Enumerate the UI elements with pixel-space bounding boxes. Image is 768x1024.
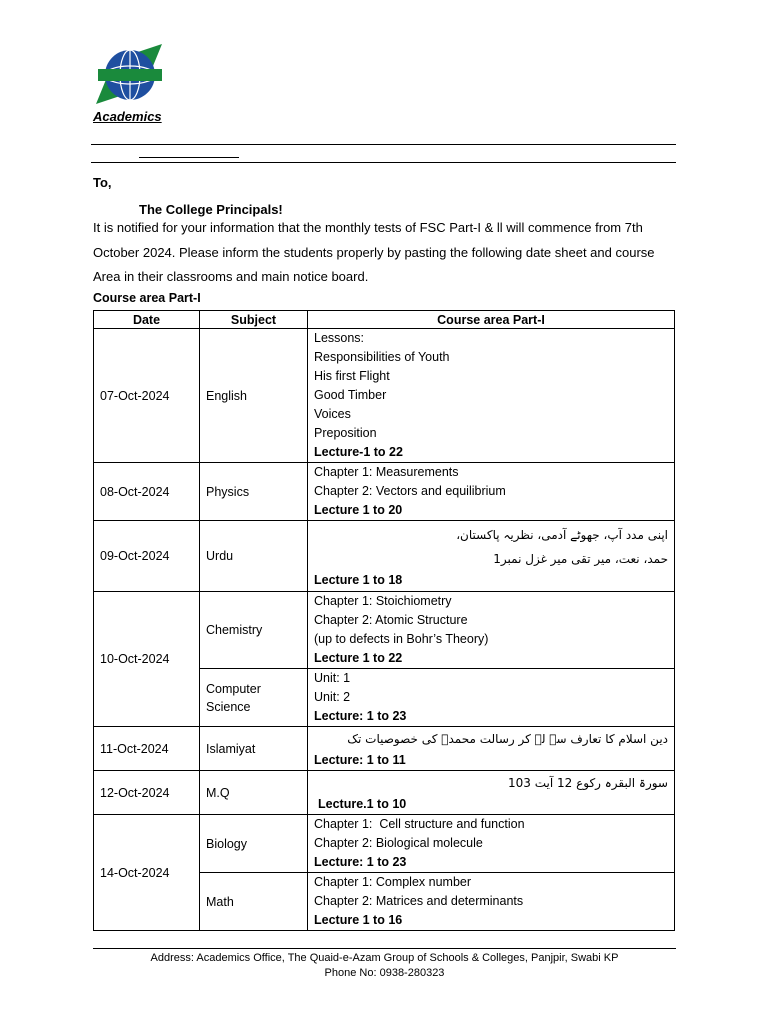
date-cell: 12-Oct-2024 — [94, 771, 200, 815]
table-header-row — [94, 311, 675, 329]
date-sheet-table — [93, 310, 675, 931]
table-row — [94, 727, 675, 771]
subject-cell: English — [200, 329, 308, 463]
lecture-range: Lecture: 1 to 11 — [314, 753, 406, 767]
course-line-urdu: دین اسلام کا تعارف سے لے کر رسالت محمدؐ کی خصوصیات تک — [347, 732, 668, 746]
course-line: Chapter 1: Complex number — [314, 875, 472, 889]
course-line: Voices — [314, 407, 351, 421]
course-cell — [308, 463, 675, 521]
course-line: Unit: 1 — [314, 671, 351, 685]
table-row — [94, 329, 675, 463]
course-line: Preposition — [314, 426, 377, 440]
course-line: Chapter 1: Stoichiometry — [314, 594, 452, 608]
course-line: Chapter 2: Biological molecule — [314, 836, 483, 850]
course-line-urdu: اپنی مدد آپ، جھوٹے آدمی، نظریہ پاکستان، — [456, 527, 668, 542]
course-line: Chapter 2: Atomic Structure — [314, 613, 468, 627]
header-divider — [91, 144, 676, 145]
course-cell — [308, 329, 675, 463]
reference-blank-line — [139, 157, 239, 158]
date-cell: 09-Oct-2024 — [94, 521, 200, 592]
course-cell — [308, 727, 675, 771]
footer-divider — [93, 948, 676, 949]
date-cell: 14-Oct-2024 — [94, 815, 200, 931]
lecture-range: Lecture-1 to 22 — [314, 445, 403, 459]
course-cell — [308, 669, 675, 727]
course-line: Chapter 2: Matrices and determinants — [314, 894, 524, 908]
date-cell: 11-Oct-2024 — [94, 727, 200, 771]
institution-logo — [94, 42, 164, 108]
header-course-area: Course area Part-I — [308, 311, 675, 329]
course-cell — [308, 815, 675, 873]
date-cell: 10-Oct-2024 — [94, 592, 200, 727]
table-row — [94, 771, 675, 815]
date-cell: 08-Oct-2024 — [94, 463, 200, 521]
course-cell — [308, 592, 675, 669]
subject-cell: Urdu — [200, 521, 308, 592]
table-row — [94, 521, 675, 592]
addressee: The College Principals! — [139, 202, 283, 217]
table-row — [94, 592, 675, 669]
department-title: Academics — [93, 109, 162, 124]
lecture-range: Lecture: 1 to 23 — [314, 855, 407, 869]
subject-cell: Physics — [200, 463, 308, 521]
subject-cell: M.Q — [200, 771, 308, 815]
footer — [93, 951, 676, 981]
subject-cell: Chemistry — [200, 592, 308, 669]
course-line-urdu: حمد، نعت، میر تقی میر غزل نمبر1 — [493, 551, 668, 566]
header-divider-lower — [91, 162, 676, 163]
footer-address: Address: Academics Office, The Quaid-e-Azam Group of Schools & Colleges, Panjpir, Swabi KP — [150, 952, 619, 964]
course-line: Lessons: — [314, 331, 365, 345]
header-subject: Subject — [200, 311, 308, 329]
subject-cell: Islamiyat — [200, 727, 308, 771]
salutation: To, — [93, 175, 112, 190]
subject-cell: Computer Science — [200, 669, 308, 727]
course-line: Chapter 1: Cell structure and function — [314, 817, 525, 831]
course-cell — [308, 521, 675, 592]
lecture-range: Lecture 1 to 16 — [314, 913, 403, 927]
course-line: Good Timber — [314, 388, 387, 402]
date-cell: 07-Oct-2024 — [94, 329, 200, 463]
lecture-range: Lecture 1 to 18 — [314, 572, 403, 587]
notice-body: It is notified for your information that the monthly tests of FSC Part-I & ll will commence from 7th October 2024. Please inform the students properly by pasting the following date sheet and course Area in their classrooms and main notice board. — [93, 220, 655, 284]
table-row — [94, 463, 675, 521]
course-line: Responsibilities of Youth — [314, 350, 450, 364]
subject-cell: Math — [200, 873, 308, 931]
course-line: (up to defects in Bohr’s Theory) — [314, 632, 489, 646]
lecture-range: Lecture 1 to 20 — [314, 503, 403, 517]
section-title: Course area Part-I — [93, 291, 201, 305]
table-row — [94, 815, 675, 873]
subject-cell: Biology — [200, 815, 308, 873]
header-date: Date — [94, 311, 200, 329]
course-line-urdu: سورۃ البقرہ رکوع 12 آیت 103 — [507, 776, 668, 790]
course-cell — [308, 873, 675, 931]
course-line: Unit: 2 — [314, 690, 351, 704]
course-line: Chapter 2: Vectors and equilibrium — [314, 484, 506, 498]
lecture-range: Lecture 1 to 22 — [314, 651, 403, 665]
lecture-range: Lecture: 1 to 23 — [314, 709, 407, 723]
course-line: His first Flight — [314, 369, 390, 383]
lecture-range: Lecture.1 to 10 — [318, 797, 407, 811]
footer-phone: Phone No: 0938-280323 — [324, 967, 445, 979]
course-line: Chapter 1: Measurements — [314, 465, 459, 479]
course-cell — [308, 771, 675, 815]
